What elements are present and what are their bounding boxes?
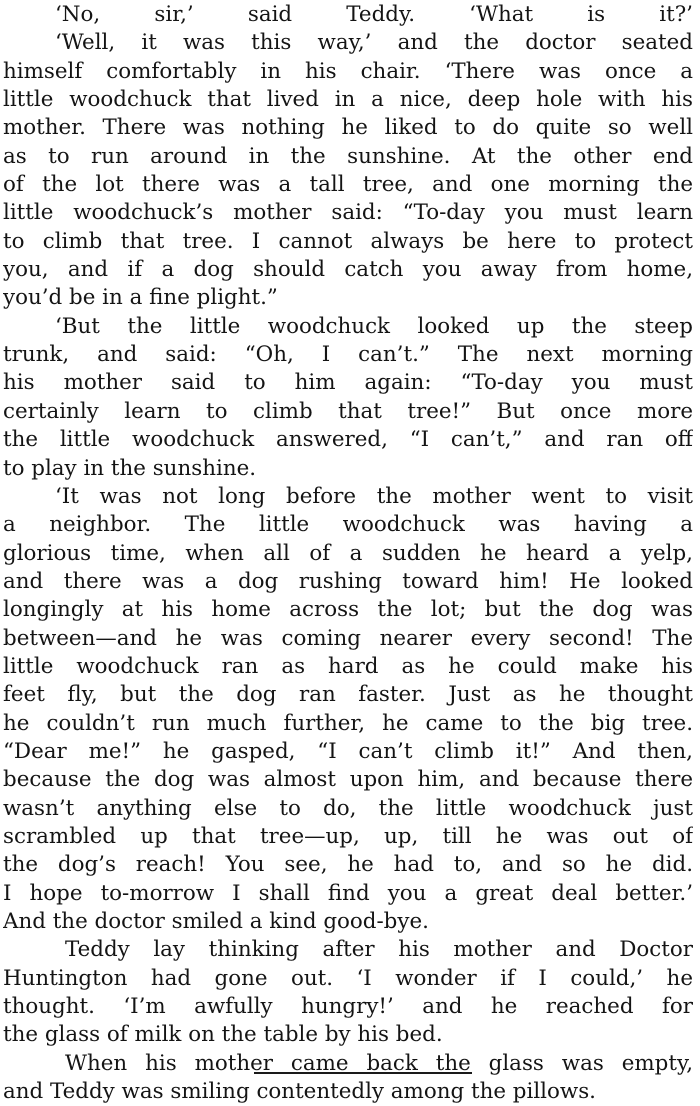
text-line: Teddy lay thinking after his mother and Doctor <box>65 937 693 963</box>
text-line: certainly learn to climb that tree!” But once more <box>3 398 693 424</box>
text-line: feet fly, but the dog ran faster. Just as he thought <box>3 682 693 708</box>
text-line: I hope to-morrow I shall find you a great deal better.’ <box>3 880 693 906</box>
section-divider <box>254 1072 472 1074</box>
text-line: wasn’t anything else to do, the little woodchuck just <box>3 795 693 821</box>
text-line: because the dog was almost upon him, and because there <box>3 767 693 793</box>
text-line: ‘No, sir,’ said Teddy. ‘What is it?’ <box>55 2 693 27</box>
text-line: scrambled up that tree—up, up, till he was out of <box>3 823 693 849</box>
text-line: and there was a dog rushing toward him! He looked <box>3 568 693 594</box>
text-line: longingly at his home across the lot; but the dog was <box>3 597 693 623</box>
text-line: little woodchuck ran as hard as he could make his <box>3 653 693 679</box>
story-text <box>3 1 693 1106</box>
text-line: his mother said to him again: “To-day you must <box>3 370 693 396</box>
text-line: little woodchuck that lived in a nice, deep hole with his <box>3 87 693 113</box>
text-line: “Dear me!” he gasped, “I can’t climb it!” And then, <box>3 738 693 764</box>
text-line: between—and he was coming nearer every second! The <box>3 625 693 651</box>
text-line: the dog’s reach! You see, he had to, and so he did. <box>3 852 693 878</box>
text-line: ‘But the little woodchuck looked up the steep <box>55 313 693 339</box>
text-line: as to run around in the sunshine. At the other end <box>3 143 693 169</box>
text-line: When his mother came back the glass was empty, <box>65 1050 693 1076</box>
text-line: ‘Well, it was this way,’ and the doctor seated <box>55 30 693 56</box>
text-line: Huntington had gone out. ‘I wonder if I could,’ he <box>3 965 693 991</box>
text-line: the glass of milk on the table by his bed. <box>3 1022 443 1048</box>
text-line: glorious time, when all of a sudden he heard a yelp, <box>3 540 693 566</box>
text-line: and Teddy was smiling contentedly among the pillows. <box>3 1079 596 1105</box>
text-line: himself comfortably in his chair. ‘There was once a <box>3 58 693 84</box>
text-line: mother. There was nothing he liked to do quite so well <box>3 115 693 141</box>
text-line: you’d be in a fine plight.” <box>3 285 278 311</box>
text-line: to play in the sunshine. <box>3 455 257 481</box>
text-line: ‘It was not long before the mother went to visit <box>55 483 693 509</box>
text-line: trunk, and said: “Oh, I can’t.” The next morning <box>3 342 693 368</box>
text-line: the little woodchuck answered, “I can’t,” and ran off <box>3 427 693 453</box>
text-line: to climb that tree. I cannot always be here to protect <box>3 228 693 254</box>
text-line: And the doctor smiled a kind good-bye. <box>3 909 429 934</box>
text-line: he couldn’t run much further, he came to the big tree. <box>3 710 693 736</box>
text-line: a neighbor. The little woodchuck was having a <box>3 512 693 538</box>
text-line: thought. ‘I’m awfully hungry!’ and he reached for <box>3 994 693 1020</box>
text-line: you, and if a dog should catch you away from home, <box>3 257 693 283</box>
text-line: of the lot there was a tall tree, and one morning the <box>3 172 693 198</box>
text-line: little woodchuck’s mother said: “To-day you must learn <box>3 200 693 226</box>
